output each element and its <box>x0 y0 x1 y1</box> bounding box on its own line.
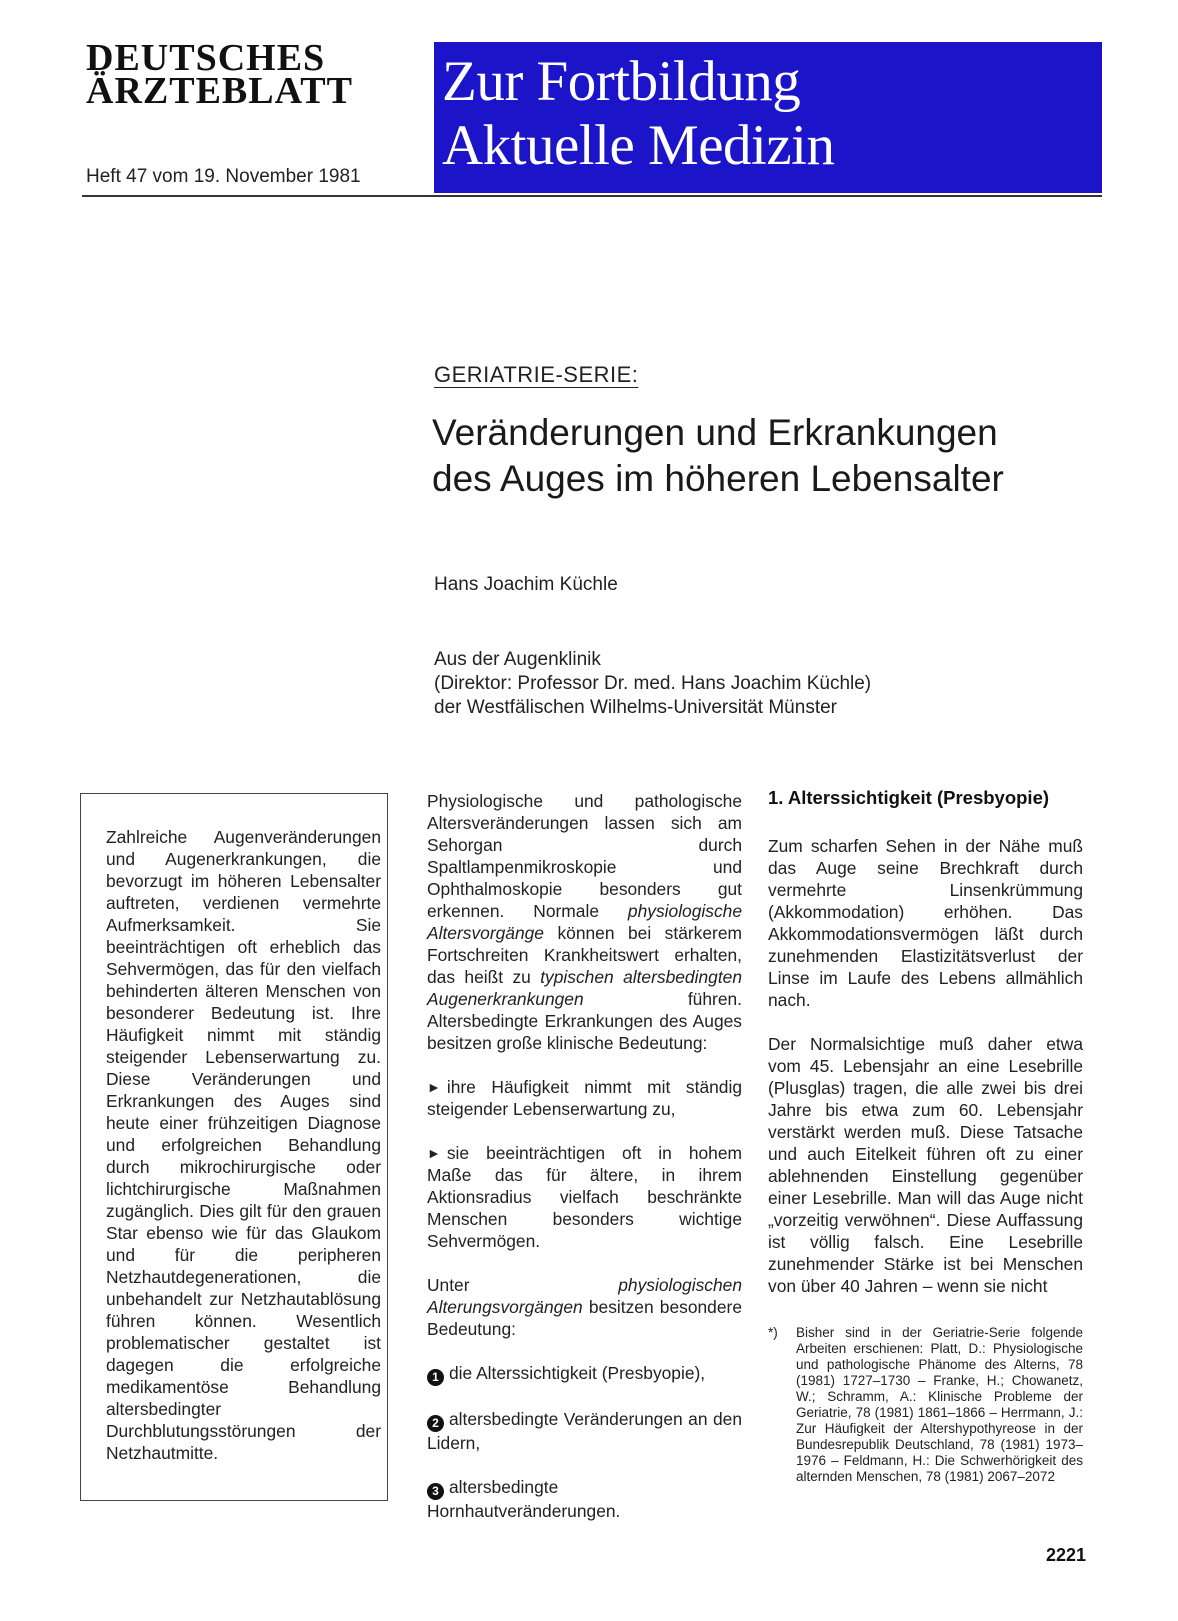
list-item-text: ihre Häufigkeit nimmt mit ständig steigender Lebenserwartung zu, <box>427 1077 742 1119</box>
numbered-item <box>427 1408 742 1454</box>
section-banner <box>434 42 1102 193</box>
numbered-item <box>427 1362 742 1386</box>
article-title-line-1: Veränderungen und Erkrankungen <box>432 412 998 453</box>
banner-line-1: Zur Fortbildung <box>442 50 801 113</box>
footnote-text: Bisher sind in der Geriatrie-Serie folgende Arbeiten erschienen: Platt, D.: Physiologische und pathologische Phänome des Alterns, 78 (1981) 1727–1730 – Franke, H.; Chowanetz, W.; Schramm, A.: Klinische Probleme der Geriatrie, 78 (1981) 1861–1866 – Herrmann, J.: Zur Häufigkeit der Altershypothyreose in der Bundesrepublik Deutschland, 78 (1981) 1973–1976 – Feldmann, H.: Die Schwerhörigkeit des alternden Menschen, 78 (1981) 2067–2072 <box>796 1325 1083 1484</box>
numbered-item-text: die Alterssichtigkeit (Presbyopie), <box>449 1363 706 1383</box>
text-run: Unter <box>427 1275 619 1295</box>
emphasis: physiologische Altersvorgänge <box>427 901 742 943</box>
paragraph <box>427 1274 742 1340</box>
list-item-text: sie beeinträchtigen oft in hohem Maße das für ältere, in ihrem Aktionsradius vielfach beschränkte Menschen besonders wichtige Sehvermögen. <box>427 1143 742 1251</box>
affiliation-line-3: der Westfälischen Wilhelms-Universität Münster <box>434 697 837 718</box>
paragraph: Zum scharfen Sehen in der Nähe muß das Auge seine Brechkraft durch vermehrte Linsenkrümmung (Akkommodation) erhöhen. Das Akkommodationsvermögen läßt durch zunehmenden Elastizitätsverlust der Linse im Laufe des Lebens allmählich nach. <box>768 836 1083 1010</box>
issue-info: Heft 47 vom 19. November 1981 <box>86 166 361 187</box>
series-label: GERIATRIE-SERIE: <box>434 362 639 387</box>
numbered-item-text: altersbedingte Veränderungen an den Lidern, <box>427 1409 742 1453</box>
emphasis: physiologischen Alterungsvorgängen <box>427 1275 742 1317</box>
banner-line-2: Aktuelle Medizin <box>442 114 835 177</box>
list-item <box>427 1142 742 1252</box>
article-title-line-2: des Auges im höheren Lebensalter <box>432 458 1004 499</box>
page-number: 2221 <box>1046 1545 1087 1565</box>
affiliation <box>434 648 871 720</box>
list-item <box>427 1076 742 1120</box>
author-name: Hans Joachim Küchle <box>434 574 618 595</box>
masthead-line-2: ÄRZTEBLATT <box>86 70 353 112</box>
text-run: besitzen besondere Bedeutung: <box>427 1297 742 1339</box>
masthead-line-1: DEUTSCHES <box>86 37 326 79</box>
text-run: Physiologische und pathologische Altersveränderungen lassen sich am Sehorgan durch Spaltlampenmikroskopie und Ophthalmoskopie besonders gut erkennen. Normale <box>427 791 742 921</box>
bullet-arrow-icon: ► <box>427 1145 441 1161</box>
emphasis: typischen altersbedingten Augenerkrankungen <box>427 967 742 1009</box>
affiliation-line-1: Aus der Augenklinik <box>434 649 601 670</box>
intro-paragraph <box>427 790 742 1054</box>
affiliation-line-2: (Direktor: Professor Dr. med. Hans Joachim Küchle) <box>434 673 872 694</box>
number-badge-icon: 3 <box>427 1483 444 1500</box>
text-run: können bei stärkerem Fortschreiten Krankheitswert erhalten, das heißt zu <box>427 923 742 987</box>
journal-masthead <box>86 37 353 112</box>
body-column-right <box>768 835 1083 1297</box>
numbered-item <box>427 1476 742 1522</box>
paragraph: Der Normalsichtige muß daher etwa vom 45. Lebensjahr an eine Lesebrille (Plusglas) tragen, die alle zwei bis drei Jahre bis etwa zum 60. Lebensjahr verstärkt werden muß. Diese Tatsache und auch Eitelkeit führen oft zu einer ablehnenden Einstellung gegenüber einer Lesebrille. Man will das Auge nicht „vorzeitig verwöhnen“. Diese Auffassung ist völlig falsch. Eine Lesebrille zunehmender Stärke ist bei Menschen von über 40 Jahren – wenn sie nicht <box>768 1034 1083 1296</box>
abstract-text: Zahlreiche Augenveränderungen und Augenerkrankungen, die bevorzugt im höheren Lebensalter auftreten, verdienen vermehrte Aufmerksamkeit. Sie beeinträchtigen oft erheblich das Sehvermögen, das für den vielfach behinderten älteren Menschen von besonderer Bedeutung ist. Ihre Häufigkeit nimmt mit ständig steigender Lebenserwartung zu. Diese Veränderungen und Erkrankungen des Auges sind heute einer frühzeitigen Diagnose und erfolgreichen Behandlung durch mikrochirurgische oder lichtchirurgische Maßnahmen zugänglich. Dies gilt für den grauen Star ebenso wie für das Glaukom und für die peripheren Netzhautdegenerationen, die unbehandelt zur Netzhautablösung führen können. Wesentlich problematischer gestaltet ist dagegen die erfolgreiche medikamentöse Behandlung altersbedingter Durchblutungsstörungen der Netzhautmitte. <box>106 827 381 1463</box>
footnote <box>768 1325 1083 1485</box>
section-heading: 1. Alterssichtigkeit (Presbyopie) <box>768 787 1050 808</box>
number-badge-icon: 1 <box>427 1369 444 1386</box>
text-run: führen. Altersbedingte Erkrankungen des Auges besitzen große klinische Bedeutung: <box>427 989 742 1053</box>
number-badge-icon: 2 <box>427 1415 444 1432</box>
footnote-mark: *) <box>768 1325 778 1340</box>
header-rule <box>82 195 1102 197</box>
numbered-item-text: altersbedingte Hornhautveränderungen. <box>427 1477 621 1521</box>
article-title <box>432 410 1004 502</box>
bullet-arrow-icon: ► <box>427 1079 441 1095</box>
body-column-middle <box>427 790 742 1522</box>
